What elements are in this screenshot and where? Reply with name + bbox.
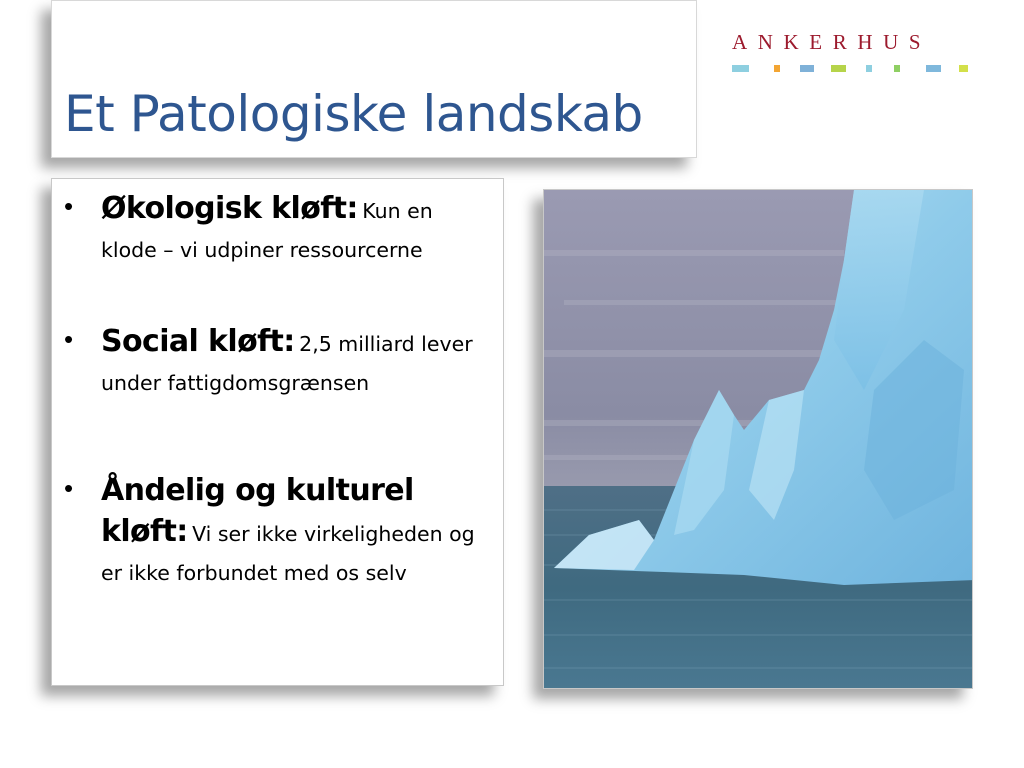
bullet-term: Økologisk kløft: <box>101 191 358 226</box>
logo-color-bars <box>732 65 972 73</box>
logo-bar <box>866 65 872 72</box>
bullet-description: 2,5 milliard lever under fattigdomsgrænsen <box>101 332 473 395</box>
bullet-icon: • <box>64 191 74 221</box>
bullet-description: Vi ser ikke virkeligheden og er ikke forbundet med os selv <box>101 522 475 585</box>
bullet-term: Social kløft: <box>101 324 295 359</box>
bullet-icon: • <box>64 324 74 354</box>
ankerhus-logo <box>732 30 972 80</box>
bullet-description: Kun en klode – vi udpiner ressourcerne <box>101 199 433 262</box>
logo-bar <box>831 65 846 72</box>
logo-bar <box>894 65 900 72</box>
bullet-text <box>101 324 486 404</box>
iceberg-image <box>544 190 973 689</box>
logo-bar <box>800 65 814 72</box>
logo-bar <box>959 65 968 72</box>
content-box <box>51 178 504 686</box>
logo-text: ANKERHUS <box>732 30 932 54</box>
logo-bar <box>926 65 941 72</box>
bullet-text <box>101 473 486 594</box>
logo-bar <box>732 65 749 72</box>
title-box <box>51 0 697 158</box>
bullet-term: Åndelig og kulturel kløft: <box>101 473 414 549</box>
bullet-icon: • <box>64 473 74 503</box>
logo-bar <box>774 65 780 72</box>
iceberg-photo <box>543 189 973 689</box>
slide-title: Et Patologiske landskab <box>64 85 643 143</box>
bullet-text <box>101 191 486 271</box>
